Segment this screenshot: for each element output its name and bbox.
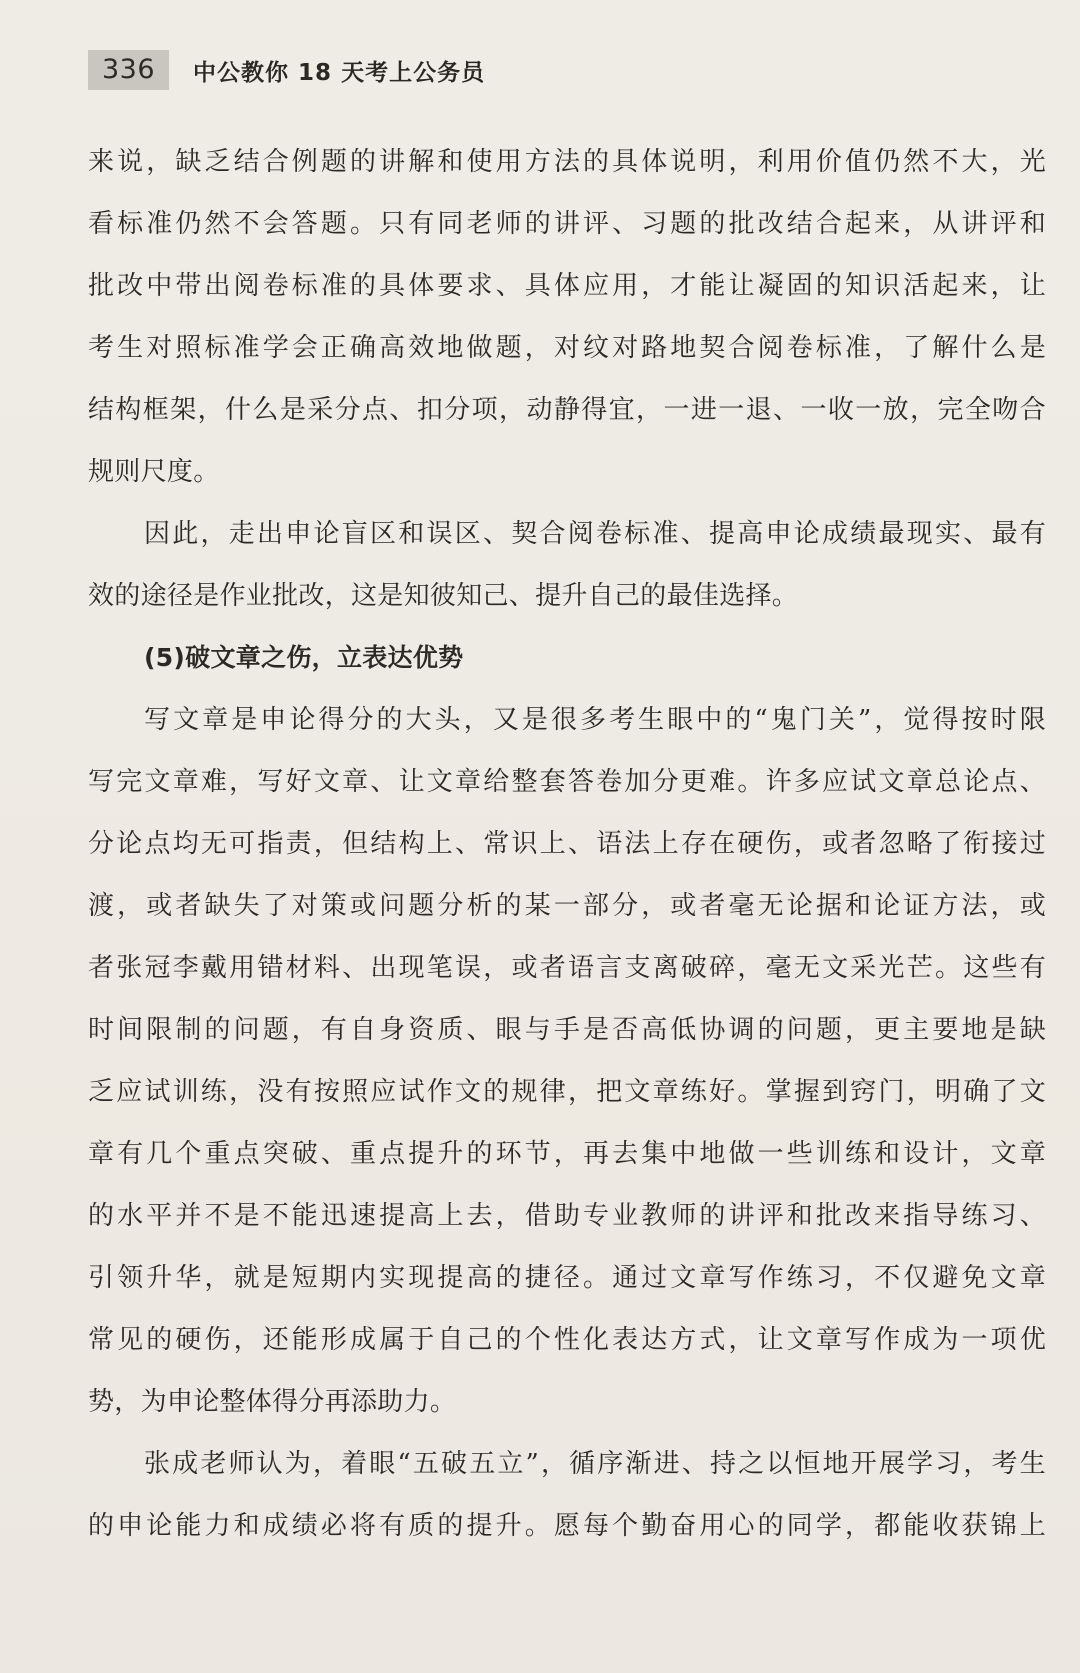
section-heading: (5)破文章之伤，立表达优势 (144, 643, 464, 672)
text-line: 来说，缺乏结合例题的讲解和使用方法的具体说明，利用价值仍然不大，光 (88, 147, 1046, 177)
paragraph-first-line: 写文章是申论得分的大头，又是很多考生眼中的“鬼门关”，觉得按时限 (144, 705, 1046, 735)
text-line: 写完文章难，写好文章、让文章给整套答卷加分更难。许多应试文章总论点、 (88, 767, 1046, 797)
paragraph-first-line: 因此，走出申论盲区和误区、契合阅卷标准、提高申论成绩最现实、最有 (144, 519, 1046, 549)
text-line: 常见的硬伤，还能形成属于自己的个性化表达方式，让文章写作成为一项优 (88, 1325, 1046, 1355)
page-header (88, 48, 485, 92)
text-line: 效的途径是作业批改，这是知彼知己、提升自己的最佳选择。 (88, 581, 799, 611)
text-line: 引领升华，就是短期内实现提高的捷径。通过文章写作练习，不仅避免文章 (88, 1263, 1046, 1293)
body-text (88, 131, 1046, 1557)
text-line: 分论点均无可指责，但结构上、常识上、语法上存在硬伤，或者忽略了衔接过 (88, 829, 1046, 859)
text-line: 势，为申论整体得分再添助力。 (88, 1387, 457, 1417)
text-line: 的申论能力和成绩必将有质的提升。愿每个勤奋用心的同学，都能收获锦上 (88, 1511, 1046, 1541)
text-line: 批改中带出阅卷标准的具体要求、具体应用，才能让凝固的知识活起来，让 (88, 271, 1046, 301)
page-number: 336 (88, 50, 169, 90)
text-line: 规则尺度。 (88, 457, 220, 487)
text-line: 章有几个重点突破、重点提升的环节，再去集中地做一些训练和设计，文章 (88, 1139, 1046, 1169)
running-title: 中公教你 18 天考上公务员 (193, 59, 486, 86)
text-line: 的水平并不是不能迅速提高上去，借助专业教师的讲评和批改来指导练习、 (88, 1201, 1046, 1231)
text-line: 考生对照标准学会正确高效地做题，对纹对路地契合阅卷标准，了解什么是 (88, 333, 1046, 363)
text-line: 乏应试训练，没有按照应试作文的规律，把文章练好。掌握到窍门，明确了文 (88, 1077, 1046, 1107)
text-line: 看标准仍然不会答题。只有同老师的讲评、习题的批改结合起来，从讲评和 (88, 209, 1046, 239)
text-line: 渡，或者缺失了对策或问题分析的某一部分，或者毫无论据和论证方法，或 (88, 891, 1046, 921)
text-line: 时间限制的问题，有自身资质、眼与手是否高低协调的问题，更主要地是缺 (88, 1015, 1046, 1045)
paragraph-first-line: 张成老师认为，着眼“五破五立”，循序渐进、持之以恒地开展学习，考生 (144, 1449, 1046, 1479)
text-line: 结构框架，什么是采分点、扣分项，动静得宜，一进一退、一收一放，完全吻合 (88, 395, 1046, 425)
text-line: 者张冠李戴用错材料、出现笔误，或者语言支离破碎，毫无文采光芒。这些有 (88, 953, 1046, 983)
